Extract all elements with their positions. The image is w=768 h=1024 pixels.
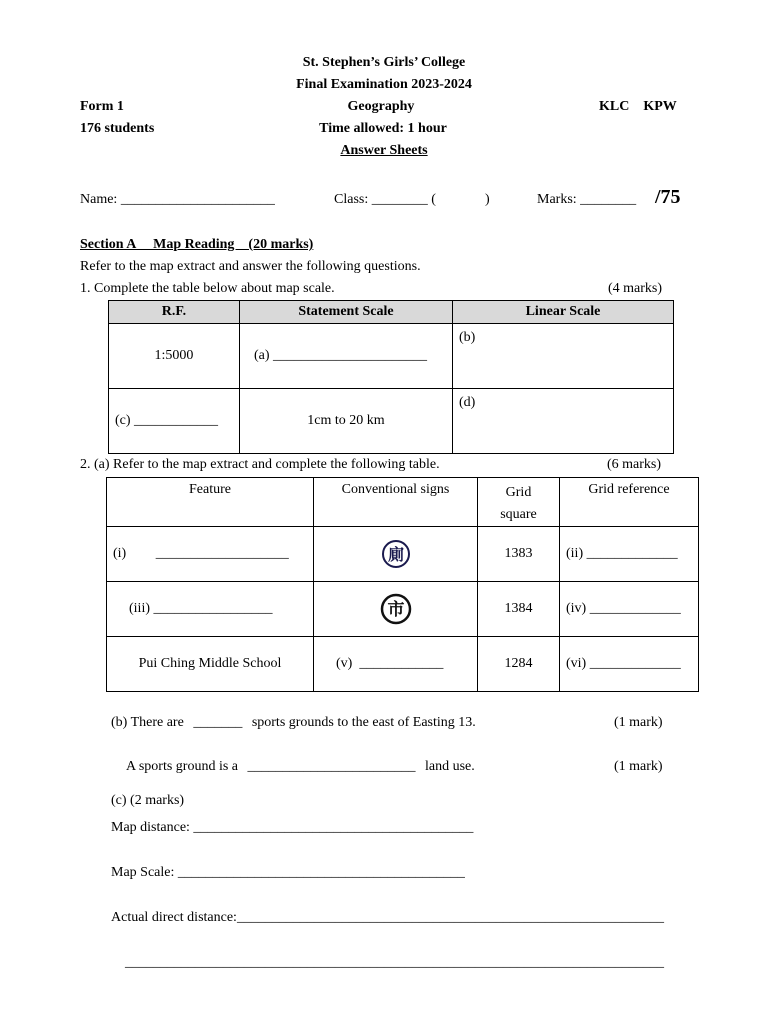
question-2b-prefix: (b) There are bbox=[111, 715, 184, 730]
answer-a-field[interactable]: (a) ______________________ bbox=[240, 324, 453, 389]
feature-cell: Pui Ching Middle School bbox=[107, 637, 314, 692]
svg-text:市: 市 bbox=[387, 600, 404, 620]
table-header-row bbox=[107, 478, 699, 527]
land-use-field[interactable]: ________________________ bbox=[247, 759, 416, 774]
section-a-heading: Section A Map Reading (20 marks) bbox=[80, 237, 314, 252]
question-2b-marks: (1 mark) bbox=[614, 715, 663, 730]
feature-blank[interactable]: ___________________ bbox=[155, 546, 289, 561]
cell-rf: 1:5000 bbox=[109, 324, 240, 389]
exam-title: Final Examination 2023-2024 bbox=[296, 77, 472, 92]
question-2a-marks: (6 marks) bbox=[607, 457, 662, 472]
marks-total: /75 bbox=[655, 186, 681, 208]
teachers-label: KLC KPW bbox=[599, 99, 677, 114]
question-2b-suffix: sports grounds to the east of Easting 13. bbox=[251, 715, 476, 730]
grid-square-cell: 1384 bbox=[478, 582, 560, 637]
header-feature: Feature bbox=[107, 478, 314, 527]
table-header-row bbox=[109, 301, 674, 324]
question-1-marks: (4 marks) bbox=[608, 281, 663, 296]
section-a-intro: Refer to the map extract and answer the following questions. bbox=[80, 259, 421, 274]
name-field[interactable]: Name: ______________________ bbox=[80, 192, 275, 207]
students-count: 176 students bbox=[80, 121, 155, 136]
time-allowed: Time allowed: 1 hour bbox=[319, 121, 447, 136]
answer-vi-field[interactable]: (vi) _____________ bbox=[560, 637, 699, 692]
sports-ground-count-field[interactable]: _______ bbox=[193, 715, 243, 730]
answer-ii-field[interactable]: (ii) _____________ bbox=[560, 527, 699, 582]
public-toilet-icon bbox=[381, 539, 411, 569]
map-scale-field[interactable]: Map Scale: _________________________________________ bbox=[111, 865, 465, 880]
feature-number: (i) bbox=[113, 546, 127, 561]
header-linear-scale: Linear Scale bbox=[453, 301, 674, 324]
header-conventional-signs: Conventional signs bbox=[314, 478, 478, 527]
sign-cell bbox=[314, 527, 478, 582]
conventional-signs-table bbox=[106, 477, 699, 692]
grid-square-cell: 1383 bbox=[478, 527, 560, 582]
land-use-suffix: land use. bbox=[425, 759, 475, 774]
header-grid-line2: square bbox=[500, 507, 537, 522]
class-number-close: ) bbox=[485, 192, 490, 207]
land-use-marks: (1 mark) bbox=[614, 759, 663, 774]
table-row bbox=[107, 637, 699, 692]
land-use-prefix: A sports ground is a bbox=[126, 759, 238, 774]
table-row bbox=[107, 527, 699, 582]
svg-text:廁: 廁 bbox=[387, 545, 404, 564]
class-field[interactable]: Class: ________ ( bbox=[334, 192, 436, 207]
answer-iii-field[interactable]: (iii) _________________ bbox=[107, 582, 314, 637]
market-icon bbox=[380, 593, 412, 625]
marks-field[interactable]: Marks: ________ bbox=[537, 192, 637, 207]
land-use-text bbox=[126, 759, 475, 775]
form-label: Form 1 bbox=[80, 99, 124, 114]
answer-b-field[interactable]: (b) bbox=[453, 324, 674, 389]
header-grid-square bbox=[478, 478, 560, 527]
answer-iv-field[interactable]: (iv) _____________ bbox=[560, 582, 699, 637]
question-2c-label: (c) (2 marks) bbox=[111, 793, 185, 808]
answer-v-field[interactable]: (v) ____________ bbox=[314, 637, 478, 692]
answer-c-field[interactable]: (c) ____________ bbox=[109, 389, 240, 454]
question-2b-text bbox=[111, 715, 476, 731]
document-title: Answer Sheets bbox=[340, 143, 428, 158]
header-grid-reference: Grid reference bbox=[560, 478, 699, 527]
question-2a-text: 2. (a) Refer to the map extract and complete the following table. bbox=[80, 457, 440, 472]
table-row bbox=[109, 324, 674, 389]
question-1-text: 1. Complete the table below about map scale. bbox=[80, 281, 335, 296]
grid-square-cell: 1284 bbox=[478, 637, 560, 692]
school-name: St. Stephen’s Girls’ College bbox=[302, 55, 466, 70]
table-row bbox=[107, 582, 699, 637]
sign-cell bbox=[314, 582, 478, 637]
answer-d-field[interactable]: (d) bbox=[453, 389, 674, 454]
actual-distance-field[interactable]: Actual direct distance:_____________________________________________________________ bbox=[111, 910, 664, 925]
header-rf: R.F. bbox=[109, 301, 240, 324]
answer-i-field[interactable] bbox=[107, 527, 314, 582]
map-distance-field[interactable]: Map distance: ________________________________________ bbox=[111, 820, 474, 835]
table-row bbox=[109, 389, 674, 454]
cell-statement-scale: 1cm to 20 km bbox=[240, 389, 453, 454]
answer-line[interactable]: _____________________________________________________________________________ bbox=[125, 955, 664, 970]
subject-label: Geography bbox=[347, 99, 415, 114]
header-grid-line1: Grid bbox=[505, 485, 532, 500]
map-scale-table bbox=[108, 300, 674, 454]
header-statement-scale: Statement Scale bbox=[240, 301, 453, 324]
